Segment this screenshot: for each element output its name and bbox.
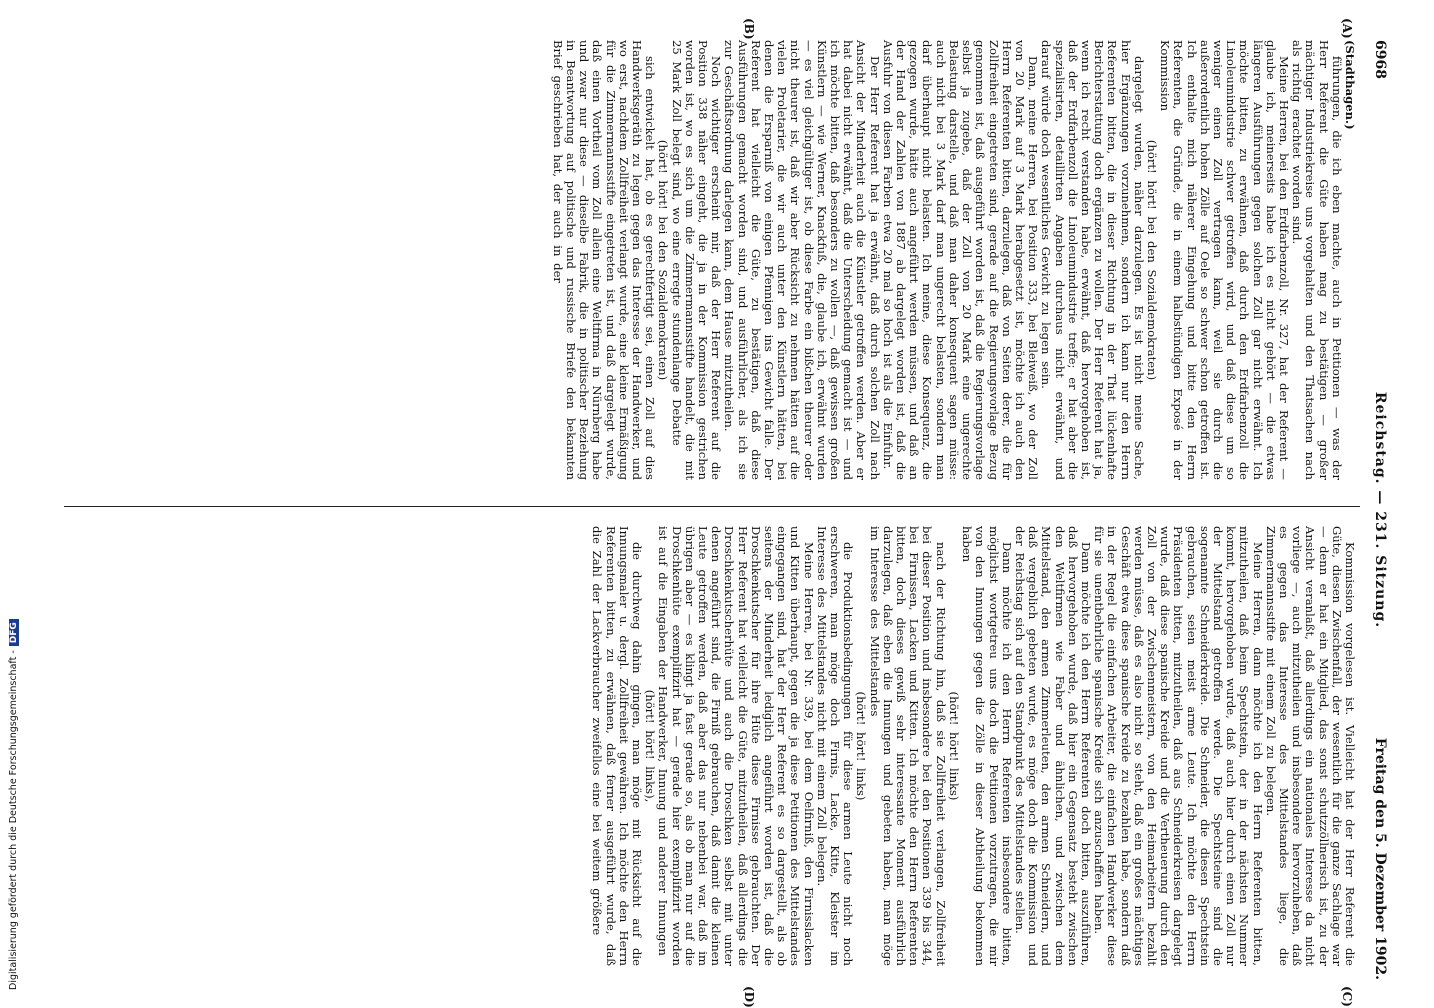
paragraph: die Produktionsbedingungen für diese armen Leute nicht noch erschweren, man möge doch Firnis, Lacke, Kitte, Kleister im Interesse des Mittelstandes nicht mit einem Zoll belegen. xyxy=(814,526,856,966)
paragraph: Noch wichtiger erscheint mir, daß der Herr Referent auf die Position 338 näher eingeht, die ja in der Kommission gestrichen worden ist, wo es sich um die Zimmermannsstifte handelt, die mit 25 Mark Zoll belegt sind, wo eine erregte stundenlange Debatte xyxy=(669,40,724,480)
paragraph: die durchweg dahin gingen, man möge mit Rücksicht auf die Innungsmaler u. dergl. Zollfreiheit gewähren. Ich möchte den Herrn Referenten bitten, zu erwähnen, daß ferner ausgeführt wurde, daß die Zahl der Lackverbraucher zweifellos eine bei weitem größere xyxy=(590,526,645,966)
interjection: (hört! hört! bei den Sozialdemokraten) xyxy=(656,139,671,381)
page-date: Freitag den 5. Dezember 1902. xyxy=(1372,737,1388,980)
interjection: (hört! hört! links) xyxy=(854,691,869,801)
paragraph: Meine Herren, dann möchte ich den Herrn Referenten bitten, mitzutheilen, daß beim Spechtstein, der in der nächsten Nummer kommt, hervorgehoben wurde, daß auch hier durch einen Zoll nur der Mittelstand getroffen werde. Die Spechtsteine sind die sogenannte Schneiderkreide. Die Schneider, die diesen Spechtstein gebrauchen, seien meist arme Leute. Ich möchte den Herrn Präsidenten bitten, mitzutheilen, daß aus Schneiderkreisen dargelegt wurde, daß diese spanische Kreide und die Vertheuerung durch den Zoll von der Zwischenmeistern, von den Heimarbeitern bezahlt werden müsse, daß es also nicht so steht, daß ein großes mächtiges Geschäft etwa diese spanische Kreide zu bezahlen habe, sondern daß in der Regel die einfachen Arbeiter, die einfachen Handwerker diese für sie unentbehrliche spanische Kreide sich anzuschaffen haben. xyxy=(1092,526,1265,966)
margin-marker-c: (C) xyxy=(1340,986,1354,1007)
margin-marker-a: (A) xyxy=(1340,18,1354,39)
speaker-name: (Stadthagen.) xyxy=(1343,40,1357,130)
paragraph: Dann möchte ich den Herrn Referenten doch bitten, auszuführen, daß hervorgehoben wurde, daß hier ein Gegensatz besteht zwischen den Weltfirmen wie Faber und ähnlichen, und zwischen dem Mittelstand, den armen Zimmerleuten, den armen Schneidern, und daß vergeblich gebeten wurde, es möge doch die Kommission und der Reichstag sich auf den Standpunkt des Mittelstandes stellen. xyxy=(1012,526,1093,966)
margin-marker-b: (B) xyxy=(742,18,756,40)
paragraph: führungen, die ich eben machte, auch in Petitionen — was der Herr Referent die Güte haben mag zu bestätigen — großer mächtiger Industriekreise uns vorgehalten und den Thatsachen nach als richtig erachtet worden sind. xyxy=(1290,40,1344,480)
paragraph: sich entwickelt hat, ob es gerechtfertigt sei, einen Zoll auf dies Handwerksgeräth zu legen gegen das Interesse der Handwerker, und wo erst, nachdem Zollfreiheit verlangt wurde, eine kleine Ermäßigung für die Zimmermannsstifte eingetreten ist, und daß dargelegt wurde, daß einen Vortheil vom Zoll allein eine Weltfirma in Nürnberg habe und zwar nur diese — dieselbe Fabrik, die in politischer Beziehung in Beantwortung auf politische und russische Briefe den bekannten Brief geschrieben hat, der auch in der xyxy=(550,40,658,480)
margin-marker-d: (D) xyxy=(742,986,756,1008)
column-divider xyxy=(64,506,1360,507)
interjection: (hört! hört! links) xyxy=(946,691,961,801)
paragraph: Dann möchte ich den Herrn Referenten insbesondere bitten, möglichst wortgetreu uns doch die Petitionen vorzutragen, die mir von den Innungen gegen die Zölle in dieser Abtheilung bekommen haben xyxy=(960,526,1014,966)
interjection: (hört! hört! bei den Sozialdemokraten) xyxy=(1144,139,1159,381)
paragraph: Meine Herren, bei Nr. 339, bei dem Oelfirniß, den Firnisslacken und Kitten überhaupt, gegen die ja diese Petitionen des Mittelstandes eingegangen sind, hat der Herr Referent es so dargestellt, als ob seitens der Minderheit lediglich angeführt worden ist, daß die Droschkenkutscher für ihre Hüte diese Firnisse gebrauchten. Der Herr Referent hat vielleicht die Güte, mitzutheilen, daß allerdings die Droschkenkutscherhüte und auch die Droschken selbst mit unter denen angeführt sind, die Firniß gebrauchen, daß damit die kleinen Leute getroffen werden, daß aber das nur nebenbei war, daß im übrigen aber — es klingt ja fast gerade so, als ob man nur auf die Droschkenhüte exemplifizirt hat — gerade hier exemplifizirt worden ist auf die Eingaben der Handwerker, Innung und anderer Innungen xyxy=(656,526,816,966)
paragraph: Dann, meine Herren, bei Position 333, bei Bleiweiß, wo der Zoll von 20 Mark auf 3 Mark herabgesetzt ist, möchte ich auch den Herrn Referenten bitten, darzulegen, daß von Seiten derer, die für Zollfreiheit eingetreten sind, gerade auf die Regierungsvorlage Bezug genommen ist, daß ausgeführt worden ist, daß die Regierungsvorlage selbst ja zugebe, daß der Zoll von 20 Mark eine ungerechte Belastung darstelle, und daß man daher konsequent sagen müsse: auch nicht bei 3 Mark darf man ungerecht belasten, sondern man darf überhaupt nicht belasten. Ich meine, diese Konsequenz, die gezogen wurde, hätte auch angeführt werden müssen, und daß an der Hand der Zahlen von 1887 ab dargelegt worden ist, daß die Ausfuhr von diesen Farben etwa 20 mal so hoch ist als die Einfuhr. xyxy=(880,40,1041,480)
document-page xyxy=(60,18,1390,1008)
page-title: Reichstag. — 231. Sitzung. xyxy=(1372,391,1388,629)
paragraph: Kommission vorgelesen ist. Vielleicht hat der Herr Referent die Güte, diesen Zwischenfall, der wesentlich für die ganze Sachlage war — denn er hat ein Mitglied, das sonst schutzzöllnerisch ist, zu der Ansicht veranlaßt, daß allerdings ein nationales Interesse da nicht vorliege —, auch mitzutheilen und insbesondere hervorzuheben, daß es gegen das Interesse des Mittelstandes liege, die Zimmermannsstifte mit einem Zoll zu belegen. xyxy=(1263,526,1357,966)
digitization-credit xyxy=(8,619,19,990)
credit-text: Digitalisierung gefördert durch die Deutsche Forschungsgemeinschaft - xyxy=(8,650,19,990)
page-header xyxy=(1364,40,1390,980)
dfg-logo: DFG xyxy=(9,619,19,646)
interjection: (hört! hört! links), xyxy=(643,689,658,803)
right-text-column xyxy=(590,526,1356,966)
left-text-column xyxy=(551,40,1356,480)
page-number: 6968 xyxy=(1372,40,1388,79)
paragraph: dargelegt wurden, näher darzulegen. Es ist nicht meine Sache, hier Ergänzungen vorzunehmen, sondern ich kann nur den Herrn Referenten bitten, die in dieser Richtung in der That lückenhafte Berichterstattung doch ergänzen zu wollen. Der Herr Referent hat ja, wenn ich recht verstanden habe, erwähnt, daß hervorgehoben ist, daß der Erdfarbenzoll die Linoleumindustrie treffe; er hat aber die spezialisirten, detaillirten Angaben durchaus nicht erwähnt, und darauf würde doch wesentliches Gewicht zu legen sein. xyxy=(1039,40,1146,480)
paragraph: Meine Herren, bei den Erdfarbenzoll, Nr. 327, hat der Referent — glaube ich, meinerseits habe ich es nicht gehört — die etwas längeren Ausführungen gegen solchen Zoll gar nicht erwähnt. Ich möchte bitten, zu erwähnen, daß durch den Erdfarbenzoll die Linoleumindustrie schwer getroffen wird, und daß diese um so weniger einen Zoll vertragen kann, weil sie durch die außerordentlich hohen Zölle auf Oele so schwer schon getroffen ist. Ich enthalte mich näherer Eingehung und bitte den Herrn Referenten, die Gründe, die in einem halbstündigen Exposé in der Kommission xyxy=(1158,40,1291,480)
paragraph: Der Herr Referent hat ja erwähnt, daß durch solchen Zoll nach Ansicht der Minderheit auch die Künstler getroffen werden. Aber er hat dabei nicht erwähnt, daß die Unterscheidung gemacht ist — und ich möchte bitten, daß besonders zu wollen —, daß gewissen großen Künstlern — wie Werner, Knackfuß, die, glaube ich, erwähnt wurden — es viel gleichgültiger ist, ob diese Farbe ein bißchen theurer oder nicht theurer ist, daß wir aber Rücksicht zu nehmen hätten auf die vielen Proletarier, die wir auch unter den Künstlern hätten, bei denen die Ersparniß von einigen Pfennigen ins Gewicht falle. Der Referent hat vielleicht die Güte, zu bestätigen, daß diese Ausführungen gemacht worden sind, und ausführlicher, als ich sie zur Geschäftsordnung darlegen kann, dem Hause mitzutheilen. xyxy=(722,40,882,480)
paragraph: nach der Richtung hin, daß sie Zollfreiheit verlangen, Zollfreiheit bei dieser Position und insbesondere bei den Positionen 339 bis 344, bei Firnissen, Lacken und Kitten. Ich möchte den Herrn Referenten bitten, doch dieses gewiß sehr interessante Moment ausführlich darzulegen, daß eben die Innungen und gebeten haben, man möge im Interesse des Mittelstandes xyxy=(867,526,948,966)
